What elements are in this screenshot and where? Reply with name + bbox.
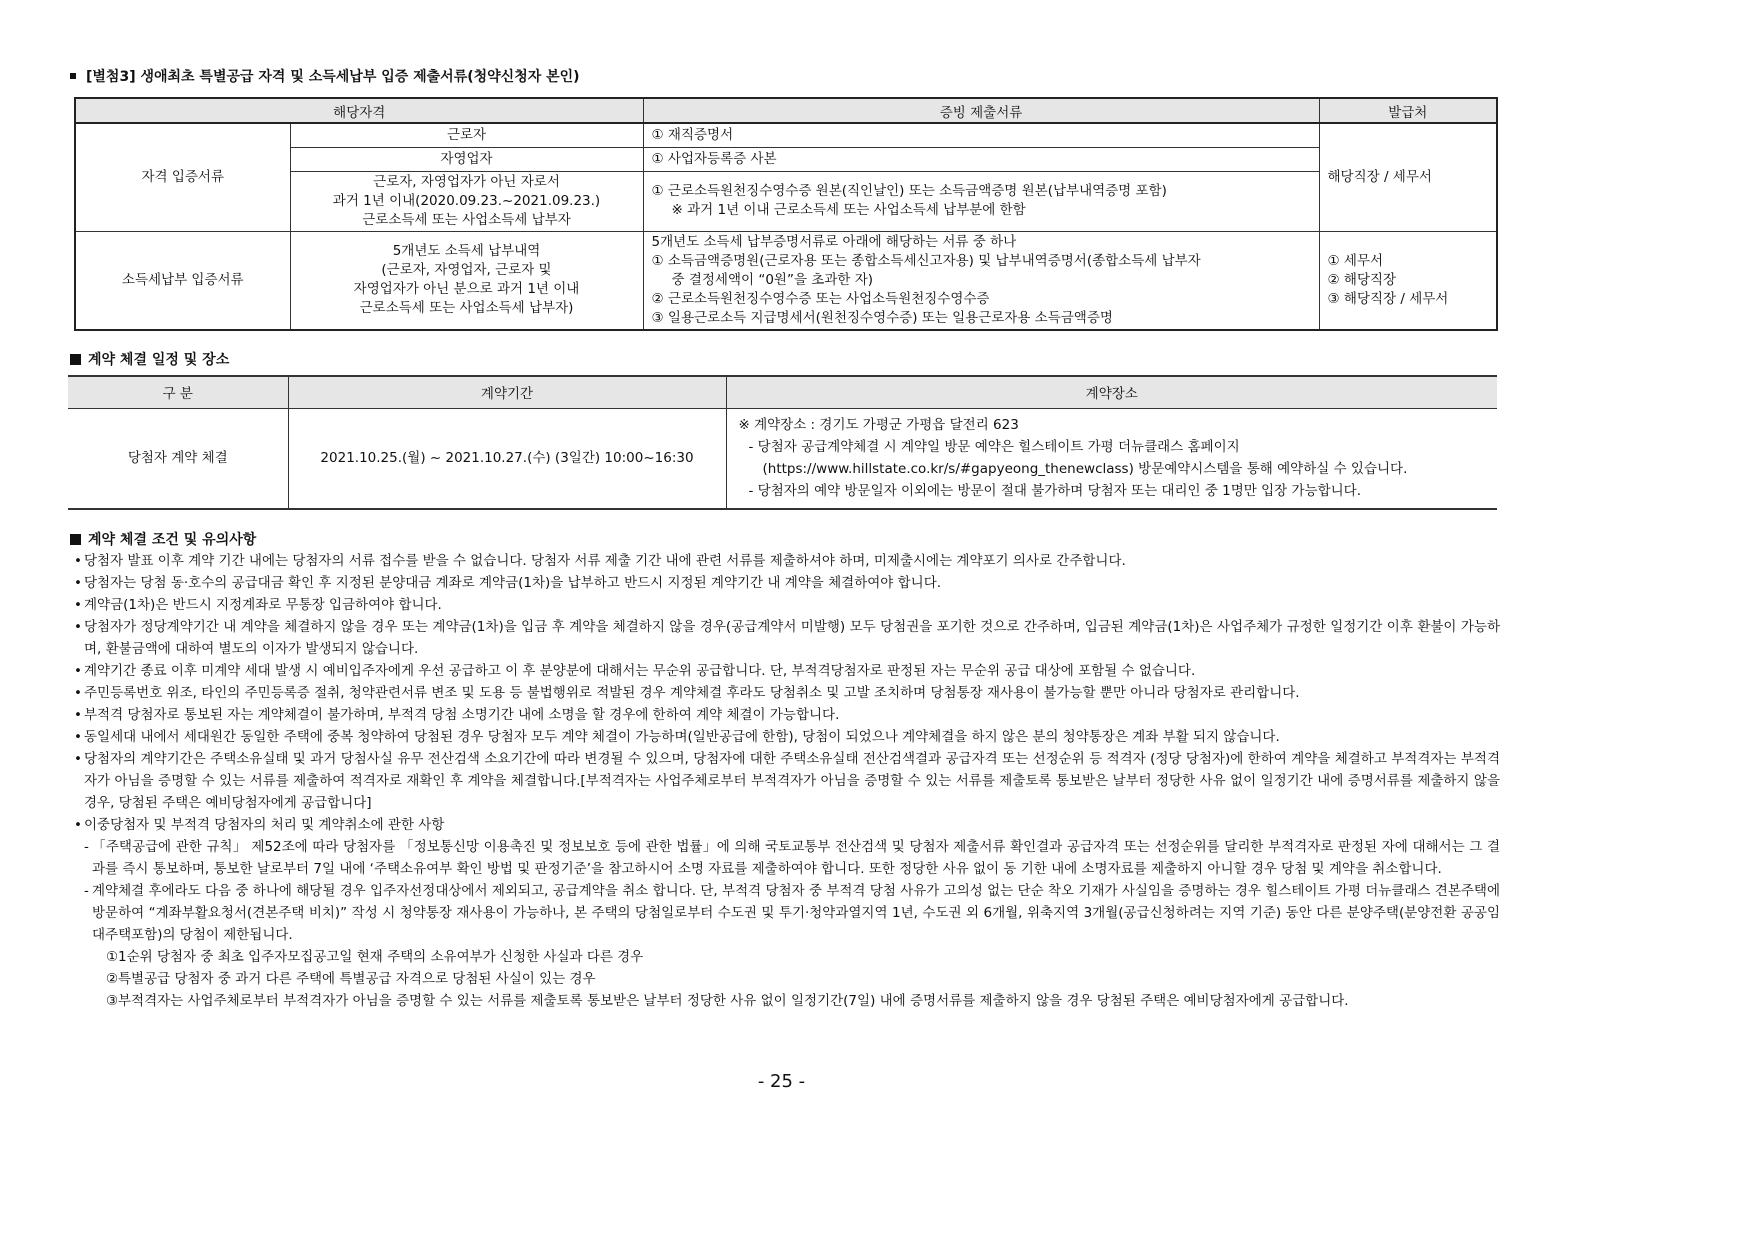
row-label: 당첨자 계약 체결 [68, 408, 288, 509]
issuer-line: ③ 해당직장 / 세무서 [1327, 290, 1449, 307]
numbered-item [70, 968, 1500, 990]
section1-title-text: [별첨3] 생애최초 특별공급 자격 및 소득세납부 입증 제출서류(청약신청자 본인) [86, 69, 580, 85]
numbered-text: 부적격자는 사업주체로부터 부적격자가 아님을 증명할 수 있는 서류를 제출토록 통보받은 날부터 정당한 사유 없이 일정기간(7일) 내에 증명서류를 제출하지 않을 경우 당첨된 주택은 예비당첨자에게 공급합니다. [118, 993, 1349, 1009]
numbered-text: 특별공급 당첨자 중 과거 다른 주택에 특별공급 자격으로 당첨된 사실이 있는 경우 [118, 971, 596, 987]
table-row [75, 123, 1497, 147]
section3-title-text: 계약 체결 조건 및 유의사항 [88, 532, 257, 548]
place-line: (https://www.hillstate.co.kr/s/#gapyeong_thenewclass) 방문예약시스템을 통해 예약하실 수 있습니다. [762, 461, 1408, 478]
header-issuer: 발급처 [1319, 98, 1497, 123]
list-item: • 당첨자가 정당계약기간 내 계약을 체결하지 않을 경우 또는 계약금(1차)을 입금 후 계약을 체결하지 않을 경우(공급계약서 미발행) 모두 당첨권을 포기한 것으로 간주하며, 입금된 계약금(1차)은 사업주체가 규정한 일정기간 이후 환불이 가능하며, 환불금액에 대하여 별도의 이자가 발생되지 않습니다. [70, 616, 1500, 660]
page-number: - 25 - [757, 1071, 806, 1092]
contract-schedule-table [68, 375, 1497, 510]
doc-note: ※ 과거 1년 이내 근로소득세 또는 사업소득세 납부분에 한함 [671, 202, 1026, 218]
place-line: ※ 계약장소 : 경기도 가평군 가평읍 달전리 623 [738, 417, 1019, 434]
number-marker: ① [106, 949, 119, 965]
issuer-line: ① 세무서 [1327, 252, 1384, 269]
numbered-item [70, 946, 1500, 968]
table-header-row [68, 376, 1497, 408]
doc-line: ③ 일용근로소득 지급명세서(원천징수영수증) 또는 일용근로자용 소득금액증명 [651, 309, 1113, 326]
place-line: - 당첨자의 예약 방문일자 이외에는 방문이 절대 불가하며 당첨자 또는 대리인 중 1명만 입장 가능합니다. [748, 483, 1362, 500]
header-period: 계약기간 [288, 376, 726, 408]
list-item: - 「주택공급에 관한 규칙」 제52조에 따라 당첨자를 「정보통신망 이용촉진 및 정보보호 등에 관한 법률」에 의해 국토교통부 전산검색 및 당첨자 제출서류 확인결과 공급자격 또는 선정순위를 달리한 부적격자로 판정된 자에 대해서는 그 결과를 즉시 통보하며, 통보한 날로부터 7일 내에 ‘주택소유여부 확인 방법 및 판정기준’을 참고하시어 소명 자료를 제출하여야 합니다. 또한 정당한 사유 없이 동 기한 내에 소명자료를 제출하지 아니할 경우 당첨 및 계약을 취소합니다. [70, 836, 1500, 880]
qual-line: 근로자, 자영업자가 아닌 자로서 [373, 173, 560, 190]
bullet-square-icon [70, 534, 81, 545]
qual-line: 5개년도 소득세 납부내역 [392, 243, 541, 259]
place-line: - 당첨자 공급계약체결 시 계약일 방문 예약은 힐스테이트 가평 더뉴클래스 홈페이지 [748, 439, 1240, 456]
list-item: • 계약금(1차)은 반드시 지정계좌로 무통장 입금하여야 합니다. [70, 594, 1500, 616]
doc-line: ① 근로소득원천징수영수증 원본(직인날인) 또는 소득금액증명 원본(납부내역증명 포함) [651, 183, 1167, 199]
group2-label: 소득세납부 입증서류 [75, 231, 290, 330]
group1-label: 자격 입증서류 [75, 123, 290, 231]
list-item: • 당첨자 발표 이후 계약 기간 내에는 당첨자의 서류 접수를 받을 수 없습니다. 당첨자 서류 제출 기간 내에 관련 서류를 제출하셔야 하며, 미제출시에는 계약포기 의사로 간주합니다. [70, 550, 1500, 572]
section1-title [70, 66, 580, 86]
qual-line: 근로소득세 또는 사업소득세 납부자 [362, 211, 571, 228]
qual-line: 자영업자가 아닌 분으로 과거 1년 이내 [353, 281, 580, 297]
table-header-row [75, 98, 1497, 123]
section2-title [70, 349, 229, 369]
issuer-line: ② 해당직장 [1327, 271, 1397, 288]
number-marker: ③ [106, 993, 119, 1009]
group1-issuer: 해당직장 / 세무서 [1319, 123, 1497, 231]
doc-cell [643, 171, 1319, 231]
doc-line: ② 근로소득원천징수영수증 또는 사업소득원천징수영수증 [651, 290, 990, 307]
doc-cell: ① 사업자등록증 사본 [643, 147, 1319, 171]
bullet-square-icon [70, 354, 81, 365]
header-documents: 증빙 제출서류 [643, 98, 1319, 123]
list-item: • 이중당첨자 및 부적격 당첨자의 처리 및 계약취소에 관한 사항 [70, 814, 1500, 836]
bullet-square-icon [70, 73, 76, 79]
qualification-documents-table [74, 97, 1498, 331]
contract-place [726, 408, 1497, 509]
doc-cell [643, 231, 1319, 330]
qual-line: 과거 1년 이내(2020.09.23.~2021.09.23.) [332, 192, 601, 209]
group2-issuer [1319, 231, 1497, 330]
table-row [75, 231, 1497, 330]
doc-cell: ① 재직증명서 [643, 123, 1319, 147]
qual-cell: 근로자 [290, 123, 643, 147]
doc-line: 5개년도 소득세 납부증명서류로 아래에 해당하는 서류 중 하나 [651, 233, 1017, 250]
number-marker: ② [106, 971, 119, 987]
qual-cell: 자영업자 [290, 147, 643, 171]
doc-line: 중 결정세액이 “0원”을 초과한 자) [671, 271, 874, 288]
contract-conditions [70, 550, 1500, 1012]
section3-title [70, 529, 256, 549]
header-place: 계약장소 [726, 376, 1497, 408]
qual-line: 근로소득세 또는 사업소득세 납부자) [359, 300, 574, 316]
qual-cell [290, 171, 643, 231]
header-category: 구 분 [68, 376, 288, 408]
list-item: • 계약기간 종료 이후 미계약 세대 발생 시 예비입주자에게 우선 공급하고 이 후 분양분에 대해서는 무순위 공급합니다. 단, 부적격당첨자로 판정된 자는 무순위 공급 대상에 포함될 수 없습니다. [70, 660, 1500, 682]
doc-line: ① 소득금액증명원(근로자용 또는 종합소득세신고자용) 및 납부내역증명서(종합소득세 납부자 [651, 252, 1201, 269]
list-item: • 당첨자의 계약기간은 주택소유실태 및 과거 당첨사실 유무 전산검색 소요기간에 따라 변경될 수 있으며, 당첨자에 대한 주택소유실태 전산검색결과 공급자격 또는 선정순위 등 적격자 (정당 당첨자)에 한하여 계약을 체결하고 부적격자는 부적격자가 아님을 증명할 수 있는 서류를 제출하여 적격자로 재확인 후 계약을 체결합니다.[부적격자는 사업주체로부터 부적격자가 아님을 증명할 수 있는 서류를 제출토록 통보받은 날부터 정당한 사유 없이 일정기간 내에 증명서류를 제출하지 않을 경우, 당첨된 주택은 예비당첨자에게 공급합니다] [70, 748, 1500, 814]
contract-period: 2021.10.25.(월) ~ 2021.10.27.(수) (3일간) 10:00~16:30 [288, 408, 726, 509]
header-qualification: 해당자격 [75, 98, 643, 123]
qual-cell [290, 231, 643, 330]
list-item: • 부적격 당첨자로 통보된 자는 계약체결이 불가하며, 부적격 당첨 소명기간 내에 소명을 할 경우에 한하여 계약 체결이 가능합니다. [70, 704, 1500, 726]
table-row [68, 408, 1497, 509]
list-item: • 동일세대 내에서 세대원간 동일한 주택에 중복 청약하여 당첨된 경우 당첨자 모두 계약 체결이 가능하며(일반공급에 한함), 당첨이 되었으나 계약체결을 하지 않은 분의 청약통장은 계좌 부활 되지 않습니다. [70, 726, 1500, 748]
list-item: • 주민등록번호 위조, 타인의 주민등록증 절취, 청약관련서류 변조 및 도용 등 불법행위로 적발된 경우 계약체결 후라도 당첨취소 및 고발 조치하며 당첨통장 재사용이 불가능할 뿐만 아니라 당첨자로 관리합니다. [70, 682, 1500, 704]
numbered-text: 1순위 당첨자 중 최초 입주자모집공고일 현재 주택의 소유여부가 신청한 사실과 다른 경우 [118, 949, 644, 965]
numbered-item [70, 990, 1500, 1012]
list-item: - 계약체결 후에라도 다음 중 하나에 해당될 경우 입주자선정대상에서 제외되고, 공급계약을 취소 합니다. 단, 부적격 당첨자 중 부적격 당첨 사유가 고의성 없는 단순 착오 기재가 사실임을 증명하는 경우 힐스테이트 가평 더뉴클래스 견본주택에 방문하여 “계좌부활요청서(견본주택 비치)” 작성 시 청약통장 재사용이 가능하나, 본 주택의 당첨일로부터 수도권 및 투기·청약과열지역 1년, 수도권 외 6개월, 위축지역 3개월(공급신청하려는 지역 기준) 동안 다른 분양주택(분양전환 공공임대주택포함)의 당첨이 제한됩니다. [70, 880, 1500, 946]
list-item: • 당첨자는 당첨 동·호수의 공급대금 확인 후 지정된 분양대금 계좌로 계약금(1차)을 납부하고 반드시 지정된 계약기간 내 계약을 체결하여야 합니다. [70, 572, 1500, 594]
qual-line: (근로자, 자영업자, 근로자 및 [381, 262, 552, 278]
section2-title-text: 계약 체결 일정 및 장소 [88, 352, 230, 368]
